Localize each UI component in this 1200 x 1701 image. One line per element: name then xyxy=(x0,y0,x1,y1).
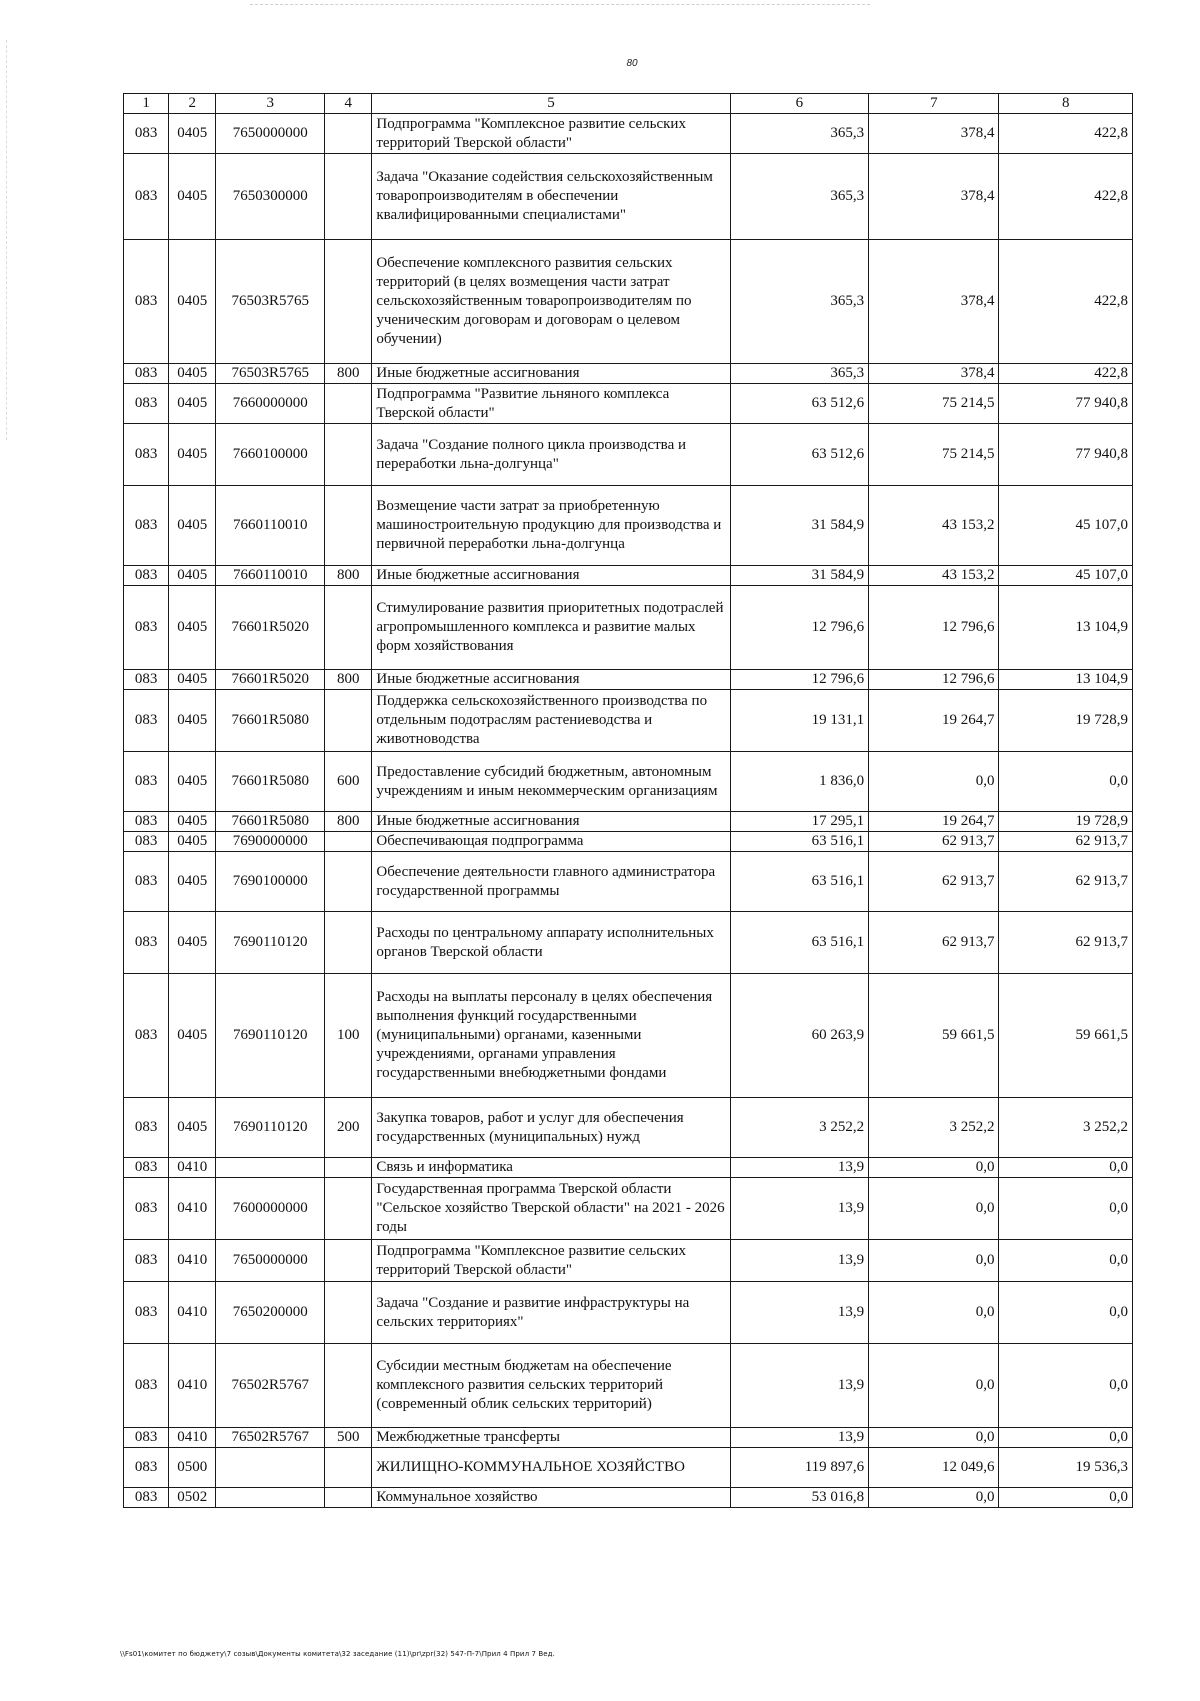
cell-target-article: 7690110120 xyxy=(216,974,325,1098)
header-col-6: 6 xyxy=(730,94,869,114)
cell-description: Задача "Оказание содействия сельскохозяйственным товаропроизводителям в обеспечении квалифицированными специалистами" xyxy=(372,154,730,240)
cell-value-col7: 62 913,7 xyxy=(869,832,999,852)
cell-target-article: 7690100000 xyxy=(216,852,325,912)
cell-value-col6: 1 836,0 xyxy=(730,752,869,812)
cell-target-article: 76601R5020 xyxy=(216,670,325,690)
cell-value-col7: 0,0 xyxy=(869,1178,999,1240)
cell-value-col6: 13,9 xyxy=(730,1428,869,1448)
cell-value-col6: 365,3 xyxy=(730,240,869,364)
cell-value-col7: 62 913,7 xyxy=(869,852,999,912)
cell-value-col6: 19 131,1 xyxy=(730,690,869,752)
cell-value-col6: 365,3 xyxy=(730,114,869,154)
cell-target-article xyxy=(216,1488,325,1508)
cell-value-col8: 45 107,0 xyxy=(999,486,1133,566)
cell-target-article: 7690000000 xyxy=(216,832,325,852)
cell-description: Коммунальное хозяйство xyxy=(372,1488,730,1508)
cell-admin-code: 083 xyxy=(124,812,169,832)
cell-admin-code: 083 xyxy=(124,1488,169,1508)
cell-section-code: 0410 xyxy=(169,1282,216,1344)
cell-description: Задача "Создание и развитие инфраструктуры на сельских территориях" xyxy=(372,1282,730,1344)
cell-value-col8: 19 728,9 xyxy=(999,812,1133,832)
page-number: 80 xyxy=(626,58,638,69)
cell-section-code: 0405 xyxy=(169,852,216,912)
cell-expense-type xyxy=(325,154,372,240)
cell-description: Иные бюджетные ассигнования xyxy=(372,566,730,586)
cell-admin-code: 083 xyxy=(124,240,169,364)
cell-expense-type: 800 xyxy=(325,364,372,384)
cell-value-col7: 62 913,7 xyxy=(869,912,999,974)
cell-description: Возмещение части затрат за приобретенную машиностроительную продукцию для производства и первичной переработки льна-долгунца xyxy=(372,486,730,566)
cell-section-code: 0405 xyxy=(169,1098,216,1158)
cell-value-col6: 13,9 xyxy=(730,1158,869,1178)
cell-description: Связь и информатика xyxy=(372,1158,730,1178)
cell-value-col7: 3 252,2 xyxy=(869,1098,999,1158)
cell-target-article: 76503R5765 xyxy=(216,240,325,364)
cell-description: Иные бюджетные ассигнования xyxy=(372,812,730,832)
cell-expense-type xyxy=(325,1344,372,1428)
cell-expense-type: 800 xyxy=(325,566,372,586)
table-row xyxy=(124,670,1133,690)
table-row xyxy=(124,1158,1133,1178)
cell-value-col8: 77 940,8 xyxy=(999,424,1133,486)
table-body xyxy=(124,114,1133,1508)
footer-file-path: \\Fs01\комитет по бюджету\7 созыв\Документы комитета\32 заседание (11)\pr\zpr(32) 547-П-7\Прил 4 Прил 7 Вед. xyxy=(120,1650,555,1658)
cell-value-col8: 0,0 xyxy=(999,1240,1133,1282)
cell-value-col7: 378,4 xyxy=(869,154,999,240)
cell-description: Предоставление субсидий бюджетным, автономным учреждениям и иным некоммерческим организациям xyxy=(372,752,730,812)
cell-target-article: 7660100000 xyxy=(216,424,325,486)
cell-value-col8: 0,0 xyxy=(999,1178,1133,1240)
cell-admin-code: 083 xyxy=(124,1240,169,1282)
cell-admin-code: 083 xyxy=(124,1448,169,1488)
cell-section-code: 0502 xyxy=(169,1488,216,1508)
cell-value-col6: 3 252,2 xyxy=(730,1098,869,1158)
cell-description: Государственная программа Тверской области "Сельское хозяйство Тверской области" на 2021 - 2026 годы xyxy=(372,1178,730,1240)
table-row xyxy=(124,1098,1133,1158)
cell-admin-code: 083 xyxy=(124,586,169,670)
cell-value-col8: 59 661,5 xyxy=(999,974,1133,1098)
cell-expense-type xyxy=(325,114,372,154)
cell-admin-code: 083 xyxy=(124,690,169,752)
cell-value-col6: 13,9 xyxy=(730,1240,869,1282)
cell-description: Поддержка сельскохозяйственного производства по отдельным подотраслям растениеводства и животноводства xyxy=(372,690,730,752)
cell-target-article: 76502R5767 xyxy=(216,1428,325,1448)
cell-target-article: 7650300000 xyxy=(216,154,325,240)
header-col-8: 8 xyxy=(999,94,1133,114)
cell-expense-type xyxy=(325,1240,372,1282)
cell-description: Иные бюджетные ассигнования xyxy=(372,670,730,690)
table-row xyxy=(124,812,1133,832)
table-row xyxy=(124,690,1133,752)
cell-value-col6: 13,9 xyxy=(730,1344,869,1428)
cell-admin-code: 083 xyxy=(124,566,169,586)
cell-target-article: 7650000000 xyxy=(216,114,325,154)
cell-expense-type xyxy=(325,384,372,424)
cell-value-col7: 12 049,6 xyxy=(869,1448,999,1488)
cell-admin-code: 083 xyxy=(124,852,169,912)
cell-value-col6: 119 897,6 xyxy=(730,1448,869,1488)
cell-admin-code: 083 xyxy=(124,364,169,384)
cell-value-col6: 63 516,1 xyxy=(730,852,869,912)
cell-section-code: 0405 xyxy=(169,690,216,752)
cell-section-code: 0405 xyxy=(169,670,216,690)
cell-description: Стимулирование развития приоритетных подотраслей агропромышленного комплекса и развитие малых форм хозяйствования xyxy=(372,586,730,670)
cell-value-col8: 13 104,9 xyxy=(999,586,1133,670)
cell-target-article: 76601R5080 xyxy=(216,690,325,752)
cell-section-code: 0410 xyxy=(169,1158,216,1178)
cell-section-code: 0410 xyxy=(169,1344,216,1428)
header-col-3: 3 xyxy=(216,94,325,114)
header-col-7: 7 xyxy=(869,94,999,114)
cell-section-code: 0405 xyxy=(169,586,216,670)
cell-value-col7: 12 796,6 xyxy=(869,586,999,670)
cell-section-code: 0405 xyxy=(169,566,216,586)
cell-value-col6: 365,3 xyxy=(730,154,869,240)
budget-table xyxy=(123,93,1133,1508)
cell-expense-type xyxy=(325,852,372,912)
cell-value-col7: 0,0 xyxy=(869,1240,999,1282)
cell-value-col7: 43 153,2 xyxy=(869,486,999,566)
cell-section-code: 0405 xyxy=(169,912,216,974)
cell-section-code: 0405 xyxy=(169,832,216,852)
cell-value-col7: 12 796,6 xyxy=(869,670,999,690)
cell-value-col6: 63 516,1 xyxy=(730,912,869,974)
cell-admin-code: 083 xyxy=(124,1344,169,1428)
cell-admin-code: 083 xyxy=(124,670,169,690)
cell-description: Закупка товаров, работ и услуг для обеспечения государственных (муниципальных) нужд xyxy=(372,1098,730,1158)
table-row xyxy=(124,852,1133,912)
cell-value-col6: 13,9 xyxy=(730,1178,869,1240)
scan-artifact-top xyxy=(250,4,870,5)
cell-section-code: 0405 xyxy=(169,114,216,154)
cell-admin-code: 083 xyxy=(124,1178,169,1240)
table-row xyxy=(124,154,1133,240)
table-row xyxy=(124,384,1133,424)
cell-admin-code: 083 xyxy=(124,384,169,424)
cell-section-code: 0405 xyxy=(169,752,216,812)
cell-description: Подпрограмма "Развитие льняного комплекса Тверской области" xyxy=(372,384,730,424)
cell-expense-type: 100 xyxy=(325,974,372,1098)
cell-value-col8: 0,0 xyxy=(999,1282,1133,1344)
cell-description: Иные бюджетные ассигнования xyxy=(372,364,730,384)
cell-value-col8: 0,0 xyxy=(999,752,1133,812)
cell-value-col7: 75 214,5 xyxy=(869,384,999,424)
cell-expense-type: 800 xyxy=(325,812,372,832)
cell-expense-type xyxy=(325,586,372,670)
cell-value-col6: 12 796,6 xyxy=(730,670,869,690)
cell-admin-code: 083 xyxy=(124,974,169,1098)
cell-value-col7: 378,4 xyxy=(869,114,999,154)
cell-admin-code: 083 xyxy=(124,1098,169,1158)
cell-value-col7: 0,0 xyxy=(869,752,999,812)
cell-admin-code: 083 xyxy=(124,154,169,240)
cell-admin-code: 083 xyxy=(124,424,169,486)
cell-value-col7: 59 661,5 xyxy=(869,974,999,1098)
cell-expense-type xyxy=(325,240,372,364)
cell-expense-type xyxy=(325,1448,372,1488)
cell-expense-type: 500 xyxy=(325,1428,372,1448)
cell-value-col8: 0,0 xyxy=(999,1428,1133,1448)
cell-value-col8: 422,8 xyxy=(999,364,1133,384)
cell-value-col8: 62 913,7 xyxy=(999,912,1133,974)
cell-section-code: 0405 xyxy=(169,424,216,486)
table-row xyxy=(124,832,1133,852)
cell-value-col8: 422,8 xyxy=(999,154,1133,240)
cell-value-col8: 62 913,7 xyxy=(999,852,1133,912)
cell-value-col6: 60 263,9 xyxy=(730,974,869,1098)
table-row xyxy=(124,1488,1133,1508)
cell-admin-code: 083 xyxy=(124,912,169,974)
table-row xyxy=(124,1240,1133,1282)
scan-artifact-left xyxy=(6,40,7,440)
cell-target-article: 76601R5080 xyxy=(216,812,325,832)
cell-value-col6: 13,9 xyxy=(730,1282,869,1344)
cell-expense-type xyxy=(325,1488,372,1508)
cell-value-col8: 13 104,9 xyxy=(999,670,1133,690)
cell-value-col6: 365,3 xyxy=(730,364,869,384)
cell-expense-type: 800 xyxy=(325,670,372,690)
cell-description: ЖИЛИЩНО-КОММУНАЛЬНОЕ ХОЗЯЙСТВО xyxy=(372,1448,730,1488)
cell-expense-type xyxy=(325,832,372,852)
cell-expense-type xyxy=(325,690,372,752)
table-row xyxy=(124,566,1133,586)
cell-value-col6: 31 584,9 xyxy=(730,486,869,566)
cell-expense-type xyxy=(325,912,372,974)
header-row xyxy=(124,94,1133,114)
cell-target-article: 76601R5020 xyxy=(216,586,325,670)
cell-value-col6: 12 796,6 xyxy=(730,586,869,670)
table-row xyxy=(124,1178,1133,1240)
cell-description: Подпрограмма "Комплексное развитие сельских территорий Тверской области" xyxy=(372,1240,730,1282)
table-row xyxy=(124,114,1133,154)
table-row xyxy=(124,586,1133,670)
cell-target-article xyxy=(216,1158,325,1178)
cell-target-article xyxy=(216,1448,325,1488)
cell-value-col7: 378,4 xyxy=(869,240,999,364)
cell-admin-code: 083 xyxy=(124,1282,169,1344)
cell-expense-type xyxy=(325,1178,372,1240)
cell-expense-type: 600 xyxy=(325,752,372,812)
cell-expense-type xyxy=(325,1282,372,1344)
table-row xyxy=(124,912,1133,974)
cell-value-col8: 422,8 xyxy=(999,114,1133,154)
cell-section-code: 0405 xyxy=(169,486,216,566)
cell-description: Подпрограмма "Комплексное развитие сельских территорий Тверской области" xyxy=(372,114,730,154)
cell-target-article: 7660000000 xyxy=(216,384,325,424)
table-row xyxy=(124,240,1133,364)
header-col-2: 2 xyxy=(169,94,216,114)
cell-description: Обеспечивающая подпрограмма xyxy=(372,832,730,852)
cell-value-col8: 0,0 xyxy=(999,1488,1133,1508)
cell-admin-code: 083 xyxy=(124,832,169,852)
cell-target-article: 7660110010 xyxy=(216,486,325,566)
cell-value-col7: 0,0 xyxy=(869,1488,999,1508)
cell-value-col7: 43 153,2 xyxy=(869,566,999,586)
cell-value-col7: 378,4 xyxy=(869,364,999,384)
cell-value-col7: 19 264,7 xyxy=(869,690,999,752)
cell-value-col6: 53 016,8 xyxy=(730,1488,869,1508)
cell-section-code: 0405 xyxy=(169,240,216,364)
cell-target-article: 7660110010 xyxy=(216,566,325,586)
cell-value-col7: 0,0 xyxy=(869,1282,999,1344)
cell-target-article: 76601R5080 xyxy=(216,752,325,812)
table-row xyxy=(124,486,1133,566)
table-row xyxy=(124,1448,1133,1488)
header-col-4: 4 xyxy=(325,94,372,114)
cell-target-article: 76503R5765 xyxy=(216,364,325,384)
cell-description: Расходы по центральному аппарату исполнительных органов Тверской области xyxy=(372,912,730,974)
cell-value-col8: 77 940,8 xyxy=(999,384,1133,424)
cell-value-col8: 19 728,9 xyxy=(999,690,1133,752)
cell-description: Межбюджетные трансферты xyxy=(372,1428,730,1448)
cell-expense-type xyxy=(325,424,372,486)
cell-admin-code: 083 xyxy=(124,1428,169,1448)
cell-section-code: 0405 xyxy=(169,974,216,1098)
cell-admin-code: 083 xyxy=(124,1158,169,1178)
cell-section-code: 0410 xyxy=(169,1240,216,1282)
cell-target-article: 7650200000 xyxy=(216,1282,325,1344)
cell-section-code: 0405 xyxy=(169,364,216,384)
cell-section-code: 0410 xyxy=(169,1178,216,1240)
cell-value-col8: 0,0 xyxy=(999,1158,1133,1178)
table-row xyxy=(124,364,1133,384)
cell-expense-type xyxy=(325,486,372,566)
cell-target-article: 7600000000 xyxy=(216,1178,325,1240)
cell-description: Обеспечение деятельности главного администратора государственной программы xyxy=(372,852,730,912)
cell-value-col7: 0,0 xyxy=(869,1158,999,1178)
cell-target-article: 7650000000 xyxy=(216,1240,325,1282)
cell-value-col8: 62 913,7 xyxy=(999,832,1133,852)
cell-expense-type: 200 xyxy=(325,1098,372,1158)
table-row xyxy=(124,1344,1133,1428)
cell-section-code: 0500 xyxy=(169,1448,216,1488)
cell-description: Расходы на выплаты персоналу в целях обеспечения выполнения функций государственными (муниципальными) органами, казенными учреждениями, органами управления государственными внебюджетными фондами xyxy=(372,974,730,1098)
cell-admin-code: 083 xyxy=(124,752,169,812)
cell-value-col6: 17 295,1 xyxy=(730,812,869,832)
cell-value-col6: 63 512,6 xyxy=(730,384,869,424)
cell-target-article: 76502R5767 xyxy=(216,1344,325,1428)
cell-value-col8: 3 252,2 xyxy=(999,1098,1133,1158)
cell-value-col8: 422,8 xyxy=(999,240,1133,364)
table-row xyxy=(124,1282,1133,1344)
cell-value-col6: 63 516,1 xyxy=(730,832,869,852)
cell-value-col7: 0,0 xyxy=(869,1428,999,1448)
cell-value-col7: 0,0 xyxy=(869,1344,999,1428)
table-row xyxy=(124,424,1133,486)
cell-value-col6: 31 584,9 xyxy=(730,566,869,586)
header-col-1: 1 xyxy=(124,94,169,114)
cell-value-col7: 19 264,7 xyxy=(869,812,999,832)
cell-section-code: 0405 xyxy=(169,812,216,832)
cell-value-col7: 75 214,5 xyxy=(869,424,999,486)
cell-target-article: 7690110120 xyxy=(216,1098,325,1158)
cell-description: Субсидии местным бюджетам на обеспечение комплексного развития сельских территорий (современный облик сельских территорий) xyxy=(372,1344,730,1428)
cell-value-col8: 45 107,0 xyxy=(999,566,1133,586)
cell-expense-type xyxy=(325,1158,372,1178)
table-row xyxy=(124,752,1133,812)
cell-value-col8: 19 536,3 xyxy=(999,1448,1133,1488)
cell-value-col8: 0,0 xyxy=(999,1344,1133,1428)
cell-admin-code: 083 xyxy=(124,114,169,154)
table-row xyxy=(124,1428,1133,1448)
cell-target-article: 7690110120 xyxy=(216,912,325,974)
table-row xyxy=(124,974,1133,1098)
cell-description: Обеспечение комплексного развития сельских территорий (в целях возмещения части затрат сельскохозяйственным товаропроизводителям по ученическим договорам и договорам о целевом обучении) xyxy=(372,240,730,364)
cell-section-code: 0410 xyxy=(169,1428,216,1448)
cell-section-code: 0405 xyxy=(169,384,216,424)
cell-description: Задача "Создание полного цикла производства и переработки льна-долгунца" xyxy=(372,424,730,486)
header-col-5: 5 xyxy=(372,94,730,114)
cell-value-col6: 63 512,6 xyxy=(730,424,869,486)
cell-admin-code: 083 xyxy=(124,486,169,566)
cell-section-code: 0405 xyxy=(169,154,216,240)
